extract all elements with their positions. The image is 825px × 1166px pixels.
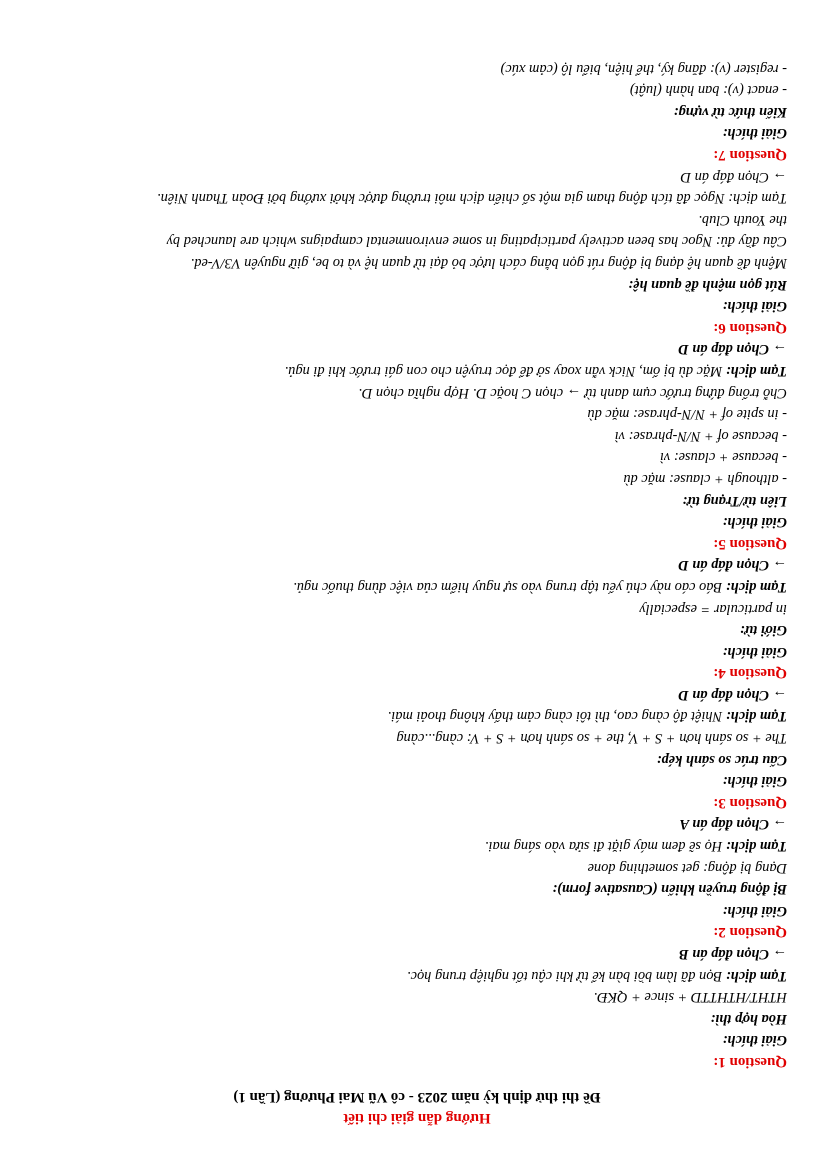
q5-answer: → Chọn đáp án D	[678, 341, 787, 358]
q6-line: Tạm dịch: Ngọc đã tích động tham gia một số chiến dịch môi trường được khởi xướng bởi Đoàn Thanh Niên.	[157, 190, 787, 207]
question-2-heading: Question 2:	[713, 924, 787, 941]
q6-topic: Rút gọn mệnh đề quan hệ:	[628, 276, 787, 293]
q6-answer: → Chọn đáp án D	[680, 168, 787, 185]
q3-rule: The + so sánh hơn + S + V, the + so sánh hơn + S + V: càng...càng	[396, 730, 787, 747]
q4-tam-dich-text: Báo cáo này chủ yếu tập trung vào sự nguy hiểm của việc dùng thuốc ngủ.	[293, 578, 723, 595]
q4-answer: → Chọn đáp án D	[678, 557, 787, 574]
q2-tam-dich-label: Tạm dịch:	[725, 838, 787, 855]
q5-tam-dich-label: Tạm dịch:	[725, 363, 787, 379]
q3-giai-thich: Giải thích:	[722, 773, 787, 790]
question-1-heading: Question 1:	[713, 1054, 787, 1070]
document-body	[47, 57, 787, 1128]
q1-translation	[47, 964, 787, 986]
question-6-heading: Question 6:	[713, 319, 787, 336]
q6-line: Câu đầy đủ: Ngoc has been actively participating in some environmental campaigns which are launched by	[166, 233, 787, 250]
q4-translation	[47, 575, 787, 597]
q2-tam-dich-text: Họ sẽ đem máy giặt đi sửa vào sáng mai.	[484, 838, 723, 855]
q4-giai-thich: Giải thích:	[722, 643, 787, 660]
q5-line: - because of + N/N-phrase: vì	[614, 427, 787, 444]
q1-tam-dich-label: Tạm dịch:	[725, 967, 787, 984]
q4-tam-dich-label: Tạm dịch:	[725, 578, 787, 595]
q3-answer: → Chọn đáp án D	[678, 686, 787, 703]
q5-giai-thich: Giải thích:	[722, 514, 787, 531]
q2-rule: Dạng bị động: get something done	[587, 859, 787, 876]
q5-translation	[47, 359, 787, 381]
q3-tam-dich-label: Tạm dịch:	[725, 708, 787, 725]
q5-line: - because + clause: vì	[659, 449, 787, 466]
q2-giai-thich: Giải thích:	[722, 902, 787, 919]
q6-line: the Youth Club.	[698, 211, 787, 228]
document-subtitle: Đề thi thử định kỳ năm 2023 - cô Vũ Mai Phương (Lần 1)	[233, 1089, 601, 1105]
q5-line: - in spite of + N/N-phrase: mặc dù	[587, 406, 787, 423]
q5-line: - although + clause: mặc dù	[623, 470, 787, 487]
q7-topic: Kiến thức từ vựng:	[673, 103, 787, 120]
question-3-heading: Question 3:	[713, 794, 787, 811]
q1-answer: → Chọn đáp án B	[679, 946, 787, 963]
q3-topic: Cấu trúc so sánh kép:	[656, 751, 787, 768]
q5-tam-dich-text: Mặc dù bị ốm, Nick vẫn xoay sở để đọc truyện cho con gái trước khi đi ngủ.	[284, 363, 723, 379]
document-title: Hướng dẫn giải chi tiết	[343, 1110, 491, 1126]
q4-topic: Giới từ:	[739, 622, 787, 639]
q1-giai-thich: Giải thích:	[722, 1032, 787, 1049]
q4-rule: in particular = especially	[639, 600, 787, 617]
q2-topic: Bị động truyền khiến (Causative form):	[552, 881, 787, 898]
q7-line: - register (v): đăng ký, thể hiện, biểu lộ (cảm xúc)	[500, 60, 787, 77]
question-4-heading: Question 4:	[713, 665, 787, 682]
q7-giai-thich: Giải thích:	[722, 125, 787, 142]
q6-giai-thich: Giải thích:	[722, 298, 787, 315]
q6-line: Mệnh đề quan hệ dạng bị động rút gọn bằng cách lược bỏ đại từ quan hệ và to be, giữ nguyên V3/V-ed.	[190, 255, 787, 272]
q3-tam-dich-text: Nhiệt độ càng cao, thì tôi càng cảm thấy không thoải mái.	[387, 708, 723, 725]
q2-answer: → Chọn đáp án A	[679, 816, 787, 833]
question-5-heading: Question 5:	[713, 535, 787, 552]
q5-topic: Liên từ/Trạng từ:	[682, 492, 787, 509]
question-7-heading: Question 7:	[713, 147, 787, 164]
q7-line: - enact (v): ban hành (luật)	[629, 82, 787, 99]
q2-translation	[47, 834, 787, 856]
q1-rule: HTHT/HTHTTD + since + QKĐ.	[593, 989, 787, 1006]
q5-line: Chỗ trống đứng trước cụm danh từ → chọn C hoặc D. Hợp nghĩa chọn D.	[358, 384, 787, 401]
q1-topic: Hòa hợp thì:	[710, 1010, 787, 1027]
q1-tam-dich-text: Bọn đã làm bồi bàn kể từ khi cậu tốt nghiệp trung học.	[407, 967, 723, 984]
q3-translation	[47, 705, 787, 727]
